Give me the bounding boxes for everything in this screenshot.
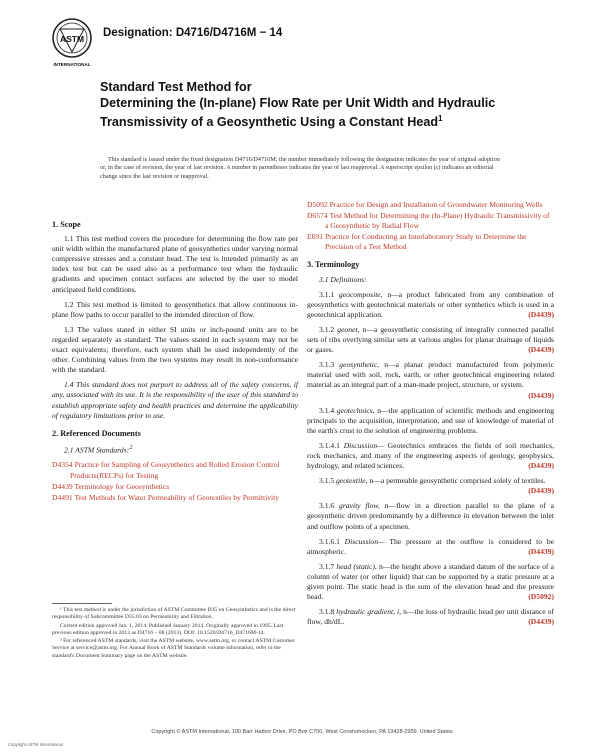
definition-text: n—a permeable geosynthetic comprised solely of textiles. [369,476,546,486]
definition-number: 3.1.3 [319,360,335,370]
para-3-1: 3.1 Definitions: [319,274,367,284]
definition-item [307,360,554,400]
para-1-3: 1.3 The values stated in either SI units or inch-pound units are to be regarded separately as standard. The values stated in each system may not be exact equivalents; therefore, each system shall be used independently of the other. Combining values from the two systems may result in non-conformance with the standard. [52,324,298,375]
definition-source-link[interactable]: (D4439) [528,345,554,355]
definition-number: 3.1.6 [319,501,335,511]
definition-term: gravity flow, [339,501,380,511]
definition-text: n—the application of scientific methods and engineering principals to the acquisition, interpretation, and use of knowledge of material of the earth's crust to the solution of engineering problems. [307,405,554,435]
footnote-rule [52,603,112,604]
para-2-1-sup: 2 [129,443,133,451]
definition-number: 3.1.4.1 [319,440,340,450]
definition-number: 3.1.4 [319,405,335,415]
para-1-4: 1.4 This standard does not purport to address all of the safety concerns, if any, associated with its use. It is the responsibility of the user of this standard to establish appropriate safety and health practices and determine the applicability of regulatory limitations prior to use. [52,380,298,420]
footnotes [52,603,298,661]
right-column [307,200,554,632]
ref-item[interactable] [307,211,554,231]
definition-text: n—the loss of hydraulic head per unit distance of flow, dh/dL. [307,607,554,627]
astm-logo [50,16,94,74]
document-title [100,80,540,131]
definition-source-link[interactable]: (D4439) [528,486,554,496]
definition-source-link[interactable]: (D4439) [528,309,554,319]
section-terminology-heading: 3. Terminology [307,260,360,270]
definition-number: 3.1.1 [319,289,335,299]
ref-code[interactable]: D5092 [307,200,328,209]
definition-text: n—the height above a standard datum of the surface of a column of water (or other liquid) that can be supported by a static pressure at a given point. The static head is the sum of the elevation head and the pressure head. [307,561,554,602]
left-column [52,212,298,504]
definition-item [307,441,554,471]
footnote-2: ² For referenced ASTM standards, visit the ASTM website, www.astm.org, or contact ASTM Customer Service at service@astm.org. For Annual Book of ASTM Standards volume information, refer to the standard's Document Summary page on the ASTM website. [52,638,295,659]
definition-number: 3.1.6.1 [319,536,340,546]
copyright-line: Copyright © ASTM International, 100 Barr Harbor Drive, PO Box C700, West Conshohocken, PA 19428-2959. United States [151,729,453,735]
copyright-small: Copyright ASTM International [8,742,63,747]
para-1-1: 1.1 This test method covers the procedure for determining the flow rate per unit width within the manufactured plane of geosynthetics under varying normal compressive stresses and a constant head. The test is intended primarily as an index test but can be used also as a performance test when the hydraulic gradients and specimen contact surfaces are selected by the user to model anticipated field conditions. [52,234,298,294]
ref-title[interactable]: Practice for Sampling of Geosynthetics and Rolled Erosion Control Products(RECPs) for Testing [70,460,280,480]
definitions-list [307,290,554,628]
definition-source-link[interactable]: (D4439) [528,546,554,556]
ref-title[interactable]: Practice for Design and Installation of Groundwater Monitoring Wells [329,200,543,209]
definition-term: geotextile, [336,476,368,486]
ref-title[interactable]: Test Method for Determining the (In-Plane) Hydraulic Transmissivity of a Geosynthetic by Radial Flow [325,211,550,231]
definition-item [307,562,554,602]
definition-text: Geotechnics embraces the fields of soil mechanics, rock mechanics, and many of the engineering aspects of geology, geophysics, hydrology, and related sciences. [307,440,555,471]
designation: Designation: D4716/D4716M − 14 [103,27,283,39]
ref-code[interactable]: E691 [307,232,324,242]
ref-title[interactable]: Terminology for Geosynthetics [74,481,170,491]
definition-term: geotechnics, [336,405,375,415]
title-footnote-mark: 1 [438,114,443,123]
definition-text: n—a product fabricated from any combination of geosynthetics with geotechnical materials or other synthetics which is used in a geotechnical application. [307,289,554,319]
definition-source-link[interactable]: (D5092) [528,592,554,602]
definition-item [307,476,554,496]
definition-number: 3.1.5 [319,476,335,486]
definition-text: The pressure at the outflow is considered to be atmospheric. [307,536,554,556]
para-2-1 [52,443,298,456]
definition-source-link[interactable]: (D4439) [528,461,554,471]
definition-source-link[interactable]: (D4439) [528,617,554,627]
para-2-1-text: 2.1 ASTM Standards: [64,445,130,455]
para-1-2: 1.2 This test method is limited to geosynthetics that allow continuous in-plane flow paths to occur parallel to the intended direction of flow. [52,299,298,319]
section-scope-heading: 1. Scope [52,220,81,229]
ref-item[interactable] [307,200,554,210]
ref-title[interactable]: Test Methods for Water Permeability of Geotextiles by Permittivity [74,492,279,502]
ref-code[interactable]: D4491 [52,492,73,502]
logo-text: ASTM [59,34,85,44]
logo-subtext: INTERNATIONAL [53,62,91,67]
ref-code[interactable]: D6574 [307,211,328,221]
definition-text: n—a planar product manufactured from polymeric material used with soil, rock, earth, or other geotechnical engineering related material as an integral part of a man-made project, structure, or system. [307,360,554,390]
title-line2: Determining the (In-plane) Flow Rate per Unit Width and Hydraulic Transmissivity of a Geosynthetic Using a Constant Head [100,95,496,130]
issuance-notice: This standard is issued under the fixed designation D4716/D4716M; the number immediately following the designation indicates the year of original adoption or, in the case of revision, the year of last revision. A number in parentheses indicates the year of last reapproval. A superscript epsilon (ε) indicates an editorial change since the last revision or reapproval. [100,156,500,180]
ref-item[interactable] [52,482,298,492]
definition-item [307,607,554,627]
definition-item [307,325,554,355]
definition-item [307,290,554,320]
definition-term: geocomposite, [338,289,383,299]
definition-term: head (static), [336,561,377,571]
definition-term: Discussion— [343,440,384,450]
ref-item[interactable] [52,493,298,503]
section-refdocs-heading: 2. Referenced Documents [52,428,141,438]
definition-text: n—flow in a direction parallel to the plane of a geosynthetic driven predominantly by a difference in elevation between the inlet and outflow points of a specimen. [307,501,554,531]
ref-code[interactable]: D4439 [52,481,73,491]
definition-number: 3.1.2 [319,324,335,334]
definition-item [307,501,554,531]
footnote-1: ¹ This test method is under the jurisdiction of ASTM Committee D35 on Geosynthetics and is the direct responsibility of Subcommittee D35.03 on Permeability and Filtration. [52,607,296,621]
definition-number: 3.1.8 [319,607,335,617]
definition-term: geonet, [337,324,360,334]
definition-text: n—a geosynthetic consisting of integrally connected parallel sets of ribs overlying similar sets at various angles for planar drainage of liquids or gases. [307,324,554,355]
definition-number: 3.1.7 [319,561,335,571]
ref-item[interactable] [52,460,298,480]
title-line1: Standard Test Method for [100,80,252,94]
definition-item [307,537,554,557]
footnote-1b: Current edition approved Jan. 1, 2014. Published January 2014. Originally approved in 1995. Last previous edition approved in 2013 as D4716 – 08 (2013). DOI: 10.1520/D4716_D4716M-14. [52,622,284,636]
definition-term: hydraulic gradient, i, [336,607,402,617]
ref-title[interactable]: Practice for Conducting an Interlaboratory Study to Determine the Precision of a Test Method [324,232,527,252]
ref-code[interactable]: D4354 [52,460,73,470]
definition-term: Discussion— [344,536,385,546]
definition-term: geosynthetic, [339,360,380,370]
ref-item[interactable] [307,232,554,252]
definition-source-link[interactable]: (D4439) [528,390,554,400]
definition-item [307,406,554,436]
